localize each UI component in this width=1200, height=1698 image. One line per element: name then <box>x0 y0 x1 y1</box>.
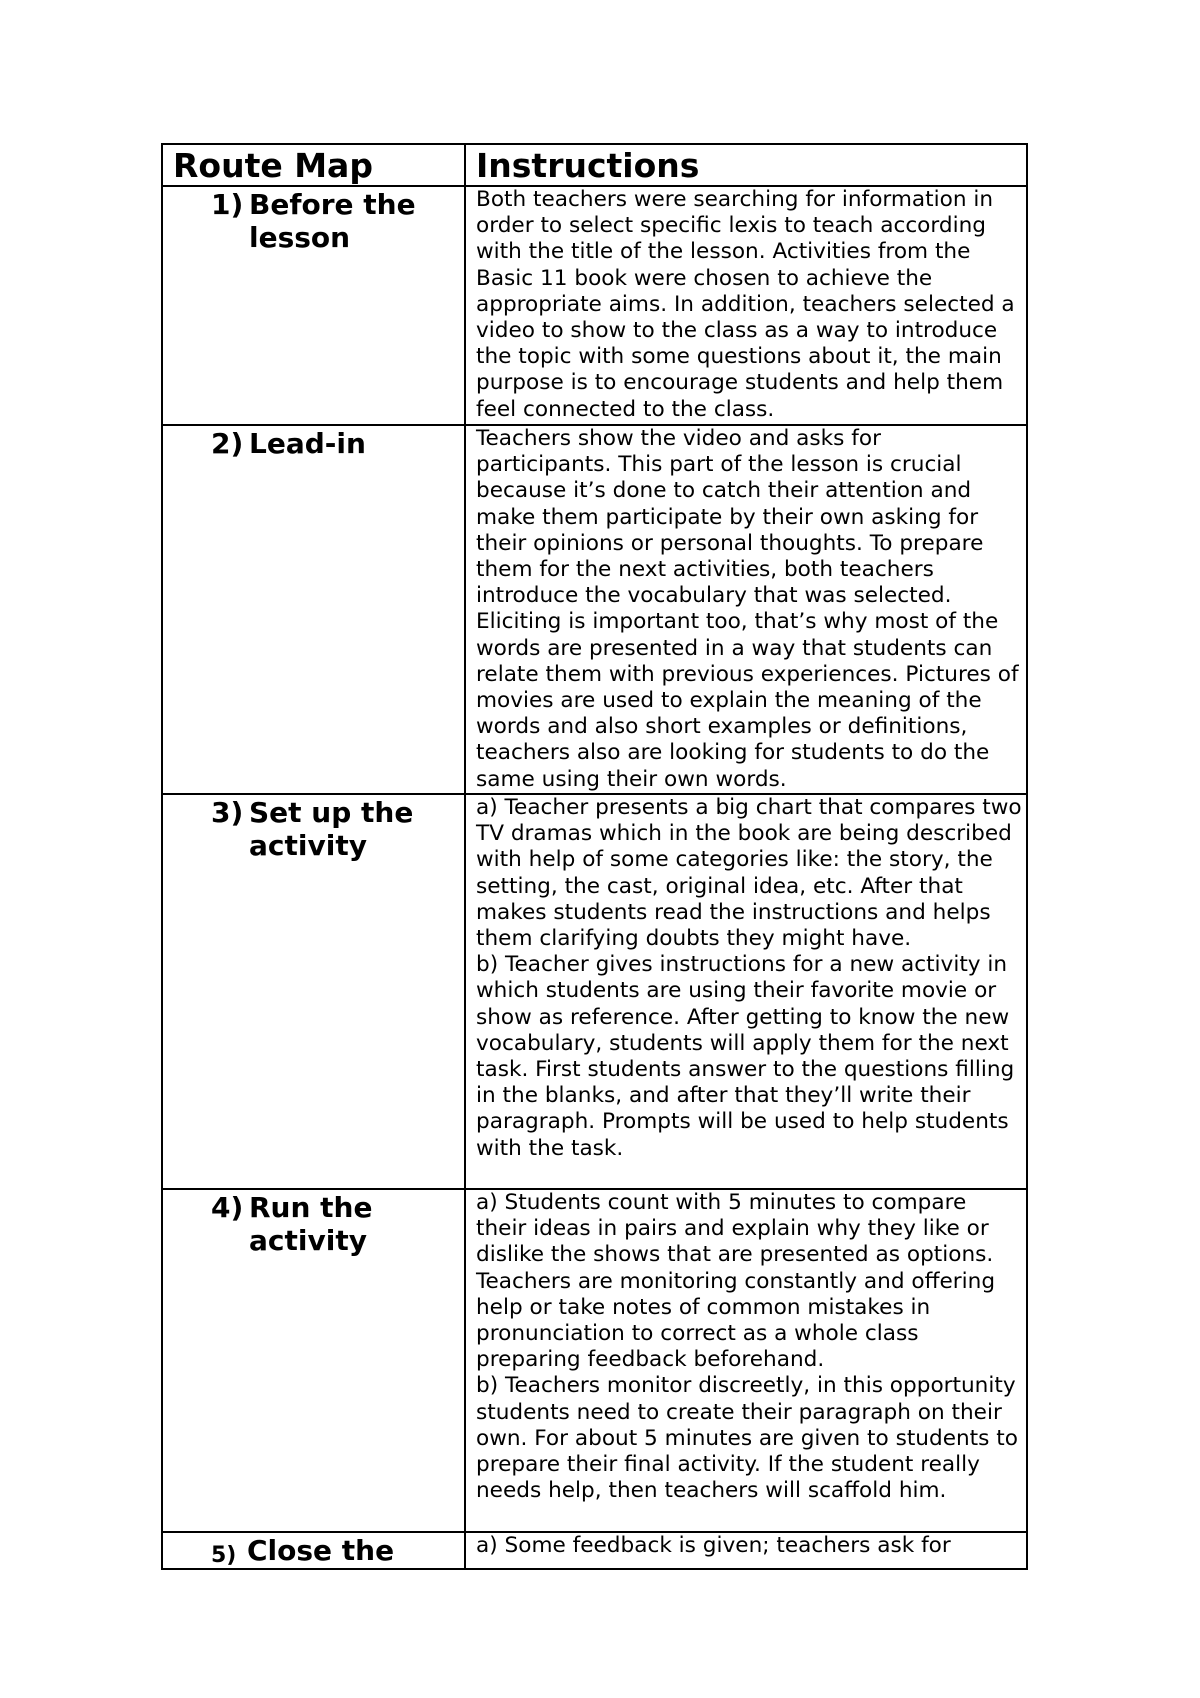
step-before-the-lesson <box>162 186 465 425</box>
step-number: 5) <box>211 1543 237 1568</box>
header-instructions: Instructions <box>465 144 1027 186</box>
step-run-the-activity <box>162 1189 465 1532</box>
step-number: 1) <box>211 188 244 221</box>
step-label: Lead-in <box>249 427 366 460</box>
step-instructions: Both teachers were searching for information in order to select specific lexis to teach according with the title of the lesson. Activities from the Basic 11 book were chosen to achieve the appropriate aims. In addition, teachers selected a video to show to the class as a way to introduce the topic with some questions about it, the main purpose is to encourage students and help them feel connected to the class. <box>465 186 1027 425</box>
table-row <box>162 1532 1027 1569</box>
step-set-up-the-activity <box>162 794 465 1189</box>
step-instructions: Teachers show the video and asks for participants. This part of the lesson is crucial because it’s done to catch their attention and make them participate by their own asking for their opinions or personal thoughts. To prepare them for the next activities, both teachers introduce the vocabulary that was selected. Eliciting is important too, that’s why most of the words are presented in a way that students can relate them with previous experiences. Pictures of movies are used to explain the meaning of the words and also short examples or definitions, teachers also are looking for students to do the same using their own words. <box>465 425 1027 794</box>
step-close-the <box>162 1532 465 1569</box>
table-header-row <box>162 144 1027 186</box>
step-number: 2) <box>211 427 244 460</box>
table-row <box>162 186 1027 425</box>
step-label: Before the lesson <box>249 188 416 254</box>
table-row <box>162 1189 1027 1532</box>
route-map-table <box>161 143 1028 1570</box>
step-instructions: a) Teacher presents a big chart that compares two TV dramas which in the book are being described with help of some categories like: the story, the setting, the cast, original idea, etc. After that makes students read the instructions and helps them clarifying doubts they might have. b) Teacher gives instructions for a new activity in which students are using their favorite movie or show as reference. After getting to know the new vocabulary, students will apply them for the next task. First students answer to the questions filling in the blanks, and after that they’ll write their paragraph. Prompts will be used to help students with the task. <box>465 794 1027 1189</box>
step-number: 3) <box>211 796 244 829</box>
table-row <box>162 425 1027 794</box>
step-instructions: a) Students count with 5 minutes to compare their ideas in pairs and explain why they like or dislike the shows that are presented as options. Teachers are monitoring constantly and offering help or take notes of common mistakes in pronunciation to correct as a whole class preparing feedback beforehand. b) Teachers monitor discreetly, in this opportunity students need to create their paragraph on their own. For about 5 minutes are given to students to prepare their final activity. If the student really needs help, then teachers will scaffold him. <box>465 1189 1027 1532</box>
step-label: Run the activity <box>249 1191 373 1257</box>
step-lead-in <box>162 425 465 794</box>
step-number: 4) <box>211 1191 244 1224</box>
table-row <box>162 794 1027 1189</box>
step-label: Close the <box>247 1534 395 1567</box>
step-label: Set up the activity <box>249 796 414 862</box>
header-route-map: Route Map <box>162 144 465 186</box>
step-instructions: a) Some feedback is given; teachers ask for <box>465 1532 1027 1569</box>
